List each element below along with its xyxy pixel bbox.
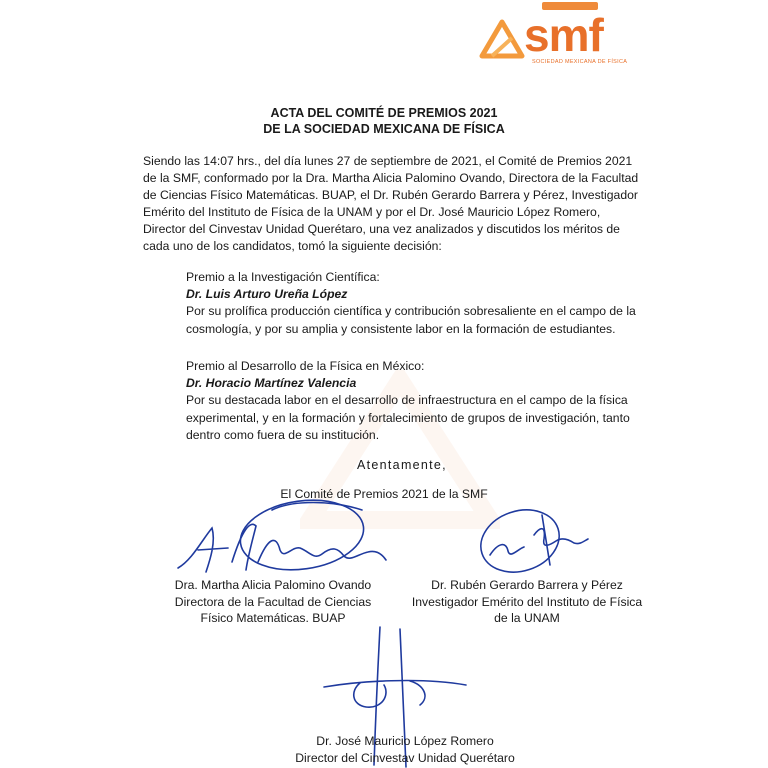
intro-line: de Ciencias Físico Matemáticas. BUAP, el Dr. Rubén Gerardo Barrera y Pérez, Investigador — [143, 188, 638, 202]
document-title-line1: ACTA DEL COMITÉ DE PREMIOS 2021 — [270, 106, 498, 120]
prize-description-line: Por su destacada labor en el desarrollo de infraestructura en el campo de la física — [186, 393, 628, 408]
signatory-barrera — [392, 577, 662, 627]
intro-line: cada uno de los candidatos, tomó la siguiente decisión: — [143, 239, 442, 253]
signatory-name: Dra. Martha Alicia Palomino Ovando — [174, 578, 372, 592]
smf-logo-icon — [478, 16, 526, 62]
logo-text: smf — [524, 9, 603, 61]
signatory-name: Dr. Rubén Gerardo Barrera y Pérez — [431, 578, 623, 592]
prize-description-line: dentro como fuera de su institución. — [186, 427, 380, 442]
signatory-lopez — [270, 733, 540, 766]
smf-logo — [478, 8, 638, 70]
prize-development — [186, 358, 676, 444]
signature-barrera — [470, 505, 590, 575]
document-title-line2: DE LA SOCIEDAD MEXICANA DE FÍSICA — [263, 122, 505, 136]
signatory-role: Investigador Emérito del Instituto de Física — [411, 594, 643, 609]
signatory-name: Dr. José Mauricio López Romero — [316, 734, 494, 748]
committee-name: El Comité de Premios 2021 de la SMF — [280, 487, 488, 501]
prize-name: Premio a la Investigación Científica: — [186, 270, 380, 284]
signatory-role: de la UNAM — [494, 611, 560, 625]
signatory-role: Físico Matemáticas. BUAP — [200, 611, 346, 625]
intro-paragraph — [143, 153, 668, 255]
closing-salutation: Atentamente, — [357, 458, 447, 472]
signatory-role: Director del Cinvestav Unidad Querétaro — [295, 750, 515, 765]
signatory-palomino — [150, 577, 396, 627]
signatory-role: Directora de la Facultad de Ciencias — [174, 594, 372, 609]
intro-line: de la SMF, conformado por la Dra. Martha Alicia Palomino Ovando, Directora de la Facultad — [143, 171, 639, 185]
intro-line: Siendo las 14:07 hrs., del día lunes 27 de septiembre de 2021, el Comité de Premios 2021 — [143, 154, 633, 168]
prize-winner: Dr. Luis Arturo Ureña López — [186, 287, 348, 302]
prize-research — [186, 269, 676, 338]
prize-name: Premio al Desarrollo de la Física en México: — [186, 359, 425, 373]
prize-description-line: cosmología, y por su amplia y consistente labor en la formación de estudiantes. — [186, 321, 616, 336]
prize-winner: Dr. Horacio Martínez Valencia — [186, 376, 357, 391]
prize-description-line: Por su prolífica producción científica y contribución sobresaliente en el campo de la — [186, 304, 636, 319]
intro-line: Director del Cinvestav Unidad Querétaro, una vez analizados y discutidos los méritos de — [143, 222, 620, 236]
prize-description-line: experimental, y en la formación y fortalecimiento de grupos de investigación, tanto — [186, 410, 630, 425]
intro-line: Emérito del Instituto de Física de la UNAM y por el Dr. José Mauricio López Romero, — [143, 205, 601, 219]
logo-subtitle: SOCIEDAD MEXICANA DE FÍSICA — [532, 59, 628, 65]
